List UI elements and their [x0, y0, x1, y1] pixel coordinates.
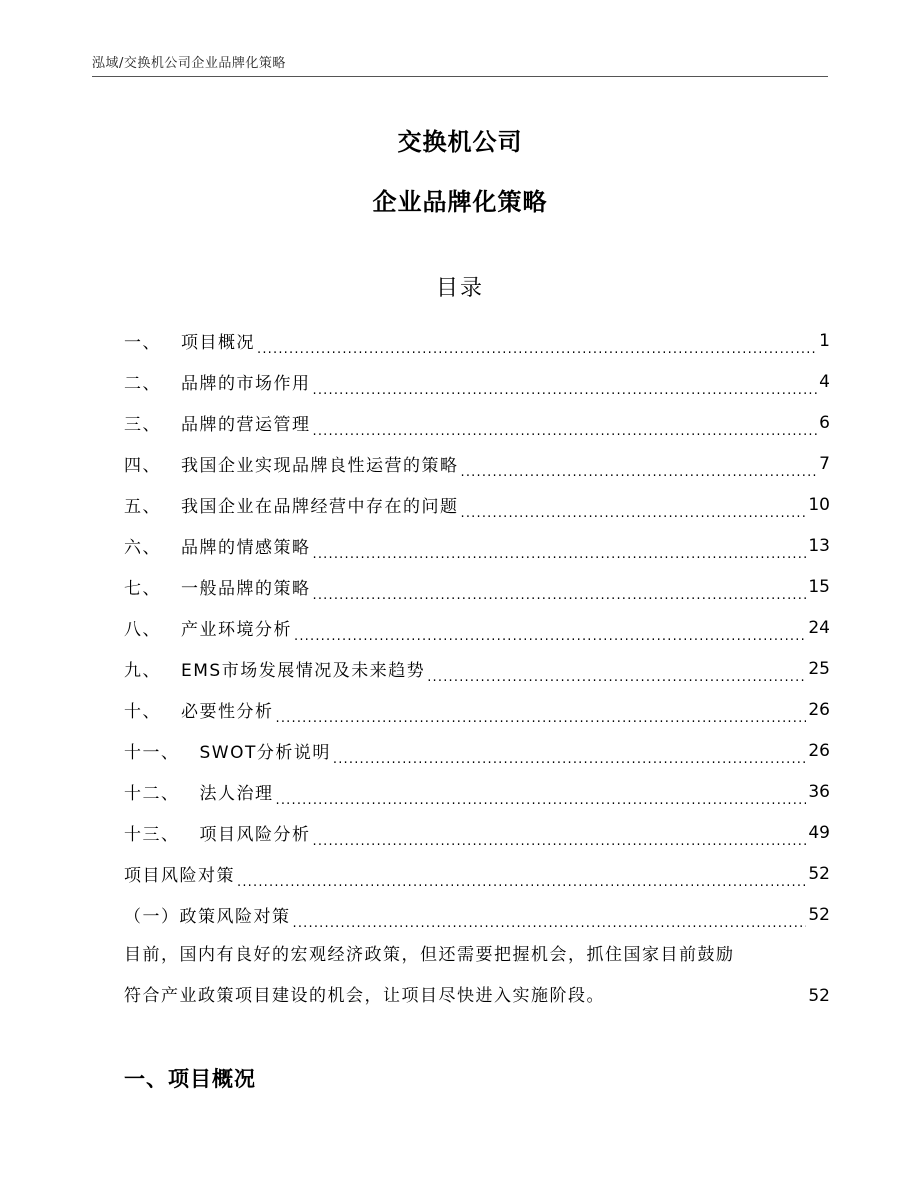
toc-dot-leader: [257, 338, 817, 354]
toc-entry-label: SWOT分析说明: [199, 743, 331, 763]
toc-dot-leader: [461, 461, 818, 477]
toc-entry-number: 十、: [124, 702, 161, 722]
toc-entry[interactable]: [124, 320, 830, 361]
toc-entry-number: 十一、: [124, 743, 180, 763]
toc-entry-number: 十二、: [124, 784, 180, 804]
toc-entry-label: 项目概况: [181, 333, 255, 353]
toc-dot-leader: [313, 584, 807, 600]
toc-entry-page: 6: [819, 412, 830, 433]
toc-entry[interactable]: [124, 443, 830, 484]
toc-entry-long-line2-row: [124, 976, 830, 1017]
toc-entry-label: 法人治理: [199, 784, 274, 804]
toc-dot-leader: [607, 994, 806, 1010]
toc-entry-page: 10: [808, 494, 830, 515]
toc-entry-label: （一）政策风险对策: [124, 907, 291, 927]
toc-dot-leader: [294, 625, 806, 641]
toc-entry[interactable]: [124, 730, 830, 771]
toc-dot-leader: [276, 789, 807, 805]
toc-entry-number: 七、: [124, 579, 161, 599]
toc-entry-label: 项目风险分析: [199, 825, 311, 845]
toc-entry-page: 24: [808, 617, 830, 638]
toc-entry-page: 4: [819, 371, 830, 392]
toc-entry[interactable]: [124, 361, 830, 402]
toc-entry[interactable]: [124, 853, 830, 894]
toc-dot-leader: [333, 748, 806, 764]
toc-entry-number: 四、: [124, 456, 161, 476]
toc-entry-page: 15: [808, 576, 830, 597]
table-of-contents: [124, 320, 830, 1017]
toc-dot-leader: [427, 666, 806, 682]
toc-entry[interactable]: [124, 771, 830, 812]
toc-entry-number: 五、: [124, 497, 161, 517]
toc-dot-leader: [313, 543, 807, 559]
toc-entry-page: 52: [808, 986, 830, 1006]
toc-dot-leader: [276, 707, 807, 723]
toc-dot-leader: [313, 420, 818, 436]
header-divider: [92, 76, 828, 77]
toc-dot-leader: [293, 912, 807, 928]
toc-entry-label: 品牌的营运管理: [181, 415, 311, 435]
toc-entry[interactable]: [124, 812, 830, 853]
toc-entry-label: 品牌的市场作用: [181, 374, 311, 394]
toc-dot-leader: [313, 830, 807, 846]
toc-entry-number: 八、: [124, 620, 161, 640]
toc-entry-label: 产业环境分析: [181, 620, 292, 640]
toc-entry-page: 13: [808, 535, 830, 556]
toc-entry[interactable]: [124, 525, 830, 566]
toc-entry-label: 我国企业实现品牌良性运营的策略: [181, 456, 459, 476]
toc-entry-number: 二、: [124, 374, 161, 394]
toc-entry-label: 品牌的情感策略: [181, 538, 311, 558]
toc-entry-number: 十三、: [124, 825, 180, 845]
running-header: 泓域/交换机公司企业品牌化策略: [92, 56, 286, 71]
toc-entry-number: 三、: [124, 415, 161, 435]
toc-entry[interactable]: [124, 607, 830, 648]
toc-entry-number: 九、: [124, 661, 161, 681]
toc-entry[interactable]: [124, 648, 830, 689]
toc-dot-leader: [313, 379, 818, 395]
toc-entry-label: 必要性分析: [181, 702, 274, 722]
toc-entry-page: 1: [819, 330, 830, 351]
toc-dot-leader: [237, 871, 806, 887]
toc-entry-long-line1: 目前，国内有良好的宏观经济政策，但还需要把握机会，抓住国家目前鼓励: [124, 945, 735, 965]
toc-entry-page: 49: [808, 822, 830, 843]
toc-entry-page: 52: [808, 904, 830, 925]
document-title: 交换机公司: [397, 128, 523, 156]
toc-entry[interactable]: [124, 402, 830, 443]
toc-entry-page: 26: [808, 699, 830, 720]
toc-heading: 目录: [435, 276, 484, 301]
toc-entry-page: 25: [808, 658, 830, 679]
toc-entry-number: 六、: [124, 538, 161, 558]
toc-entry-label: EMS市场发展情况及未来趋势: [181, 661, 426, 681]
section-heading: 一、项目概况: [124, 1067, 256, 1091]
document-subtitle: 企业品牌化策略: [372, 188, 548, 216]
toc-entry-page: 36: [808, 781, 830, 802]
toc-entry-label: 项目风险对策: [124, 866, 235, 886]
toc-entry-long[interactable]: [124, 935, 830, 1017]
toc-entry[interactable]: [124, 689, 830, 730]
toc-entry[interactable]: [124, 566, 830, 607]
toc-entry-label: 我国企业在品牌经营中存在的问题: [181, 497, 459, 517]
toc-entry-number: 一、: [124, 333, 161, 353]
toc-dot-leader: [461, 502, 807, 518]
toc-entry[interactable]: [124, 484, 830, 525]
toc-entry-page: 26: [808, 740, 830, 761]
toc-entry-label: 一般品牌的策略: [181, 579, 311, 599]
toc-entry-long-line2: 符合产业政策项目建设的机会，让项目尽快进入实施阶段。: [124, 986, 605, 1006]
toc-entry-page: 7: [819, 453, 830, 474]
toc-entry-page: 52: [808, 863, 830, 884]
toc-entry[interactable]: [124, 894, 830, 935]
